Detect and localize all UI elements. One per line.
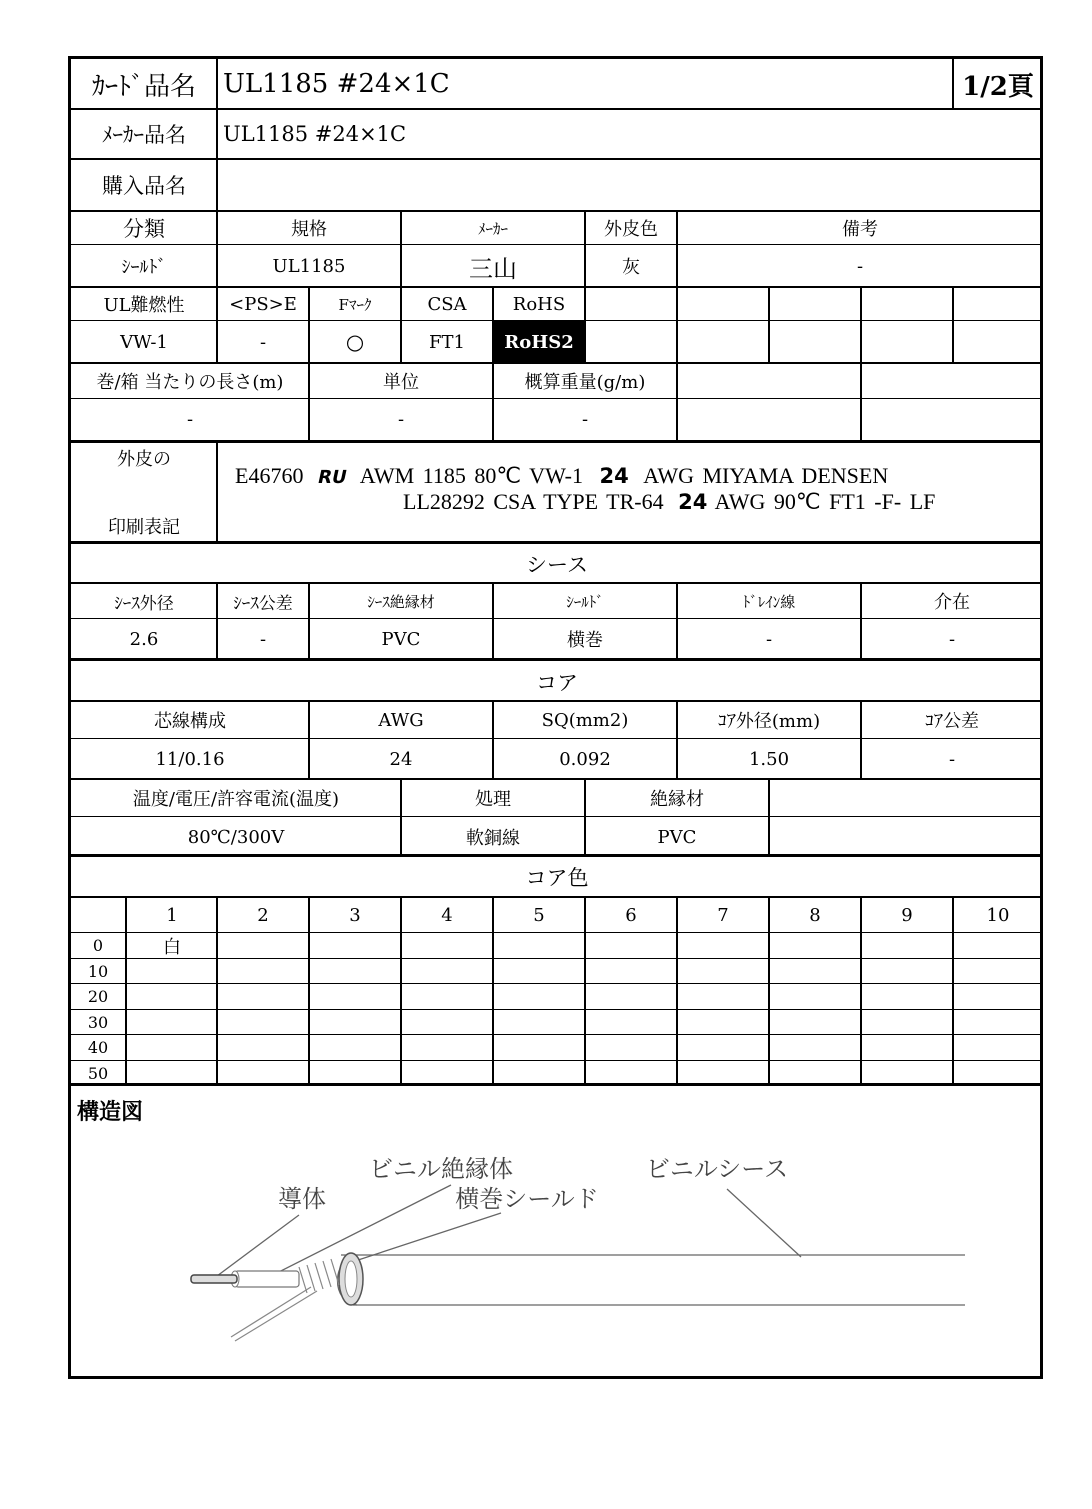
- cert-header-rohs: RoHS: [512, 293, 566, 315]
- core-color-row-label: 50: [87, 1063, 109, 1083]
- grid-line-v: [860, 583, 862, 659]
- grid-line-v: [492, 701, 494, 779]
- grid-line-v: [308, 287, 310, 363]
- grid-line-v: [584, 779, 586, 857]
- printing-line1-a: E46760: [235, 463, 304, 488]
- grid-line-v: [676, 287, 678, 363]
- purchase-name-label: 購入品名: [102, 174, 186, 198]
- grid-line-v: [584, 211, 586, 287]
- grid-line-v: [308, 583, 310, 659]
- spec-value-maker: 三山: [469, 254, 517, 283]
- core-color-col-header: 8: [809, 904, 821, 926]
- sheath-value-drain: -: [765, 628, 773, 650]
- core-header-strand: 芯線構成: [154, 711, 226, 732]
- maker-name-value: UL1185 #24×1C: [223, 122, 407, 146]
- core-value-insulation: PVC: [657, 826, 697, 848]
- core-header-tolerance: ｺｱ公差: [925, 711, 979, 732]
- sheath-value-insulation: PVC: [381, 628, 421, 650]
- core-color-col-header: 2: [257, 904, 269, 926]
- printing-label-top: 外皮の: [117, 449, 171, 470]
- packing-value-length: -: [186, 408, 194, 430]
- grid-line-v: [216, 211, 218, 287]
- sheath-value-od: 2.6: [129, 628, 159, 650]
- core-value-strand: 11/0.16: [155, 748, 225, 770]
- core-color-col-header: 3: [349, 904, 361, 926]
- core-value-rating: 80℃/300V: [187, 826, 285, 848]
- packing-value-unit: -: [397, 408, 405, 430]
- sheath-header-od: ｼｰｽ外径: [114, 593, 174, 614]
- core-value-treatment: 軟銅線: [466, 828, 520, 849]
- spec-header-jacket-color: 外皮色: [604, 219, 658, 240]
- spec-header-standard: 規格: [291, 219, 327, 240]
- grid-line-v: [400, 287, 402, 363]
- grid-line-v: [952, 59, 954, 109]
- printing-line2-a: LL28292 CSA TYPE TR-64: [403, 489, 664, 514]
- core-header-insulation: 絶縁材: [650, 789, 704, 810]
- core-color-row-label: 40: [87, 1037, 109, 1057]
- sheath-value-tolerance: -: [259, 628, 267, 650]
- grid-line-v: [676, 363, 678, 441]
- core-color-col-header: 7: [717, 904, 729, 926]
- cert-value-pse: -: [259, 331, 267, 353]
- core-color-title: コア色: [525, 866, 589, 890]
- sheath-header-filler: 介在: [934, 592, 970, 613]
- sheath-header-drain: ﾄﾞﾚｲﾝ線: [742, 592, 796, 611]
- spec-value-category: ｼｰﾙﾄﾞ: [121, 257, 167, 278]
- core-value-sq: 0.092: [559, 748, 611, 770]
- core-color-cell-0-1: 白: [163, 937, 181, 958]
- sheath-header-insulation: ｼｰｽ絶縁材: [367, 592, 435, 611]
- spec-value-standard: UL1185: [272, 255, 346, 277]
- sheath-value-shield: 横巻: [567, 630, 603, 651]
- spec-value-jacket-color: 灰: [622, 257, 640, 278]
- product-card-sheet: [68, 56, 1043, 1379]
- core-header-od: ｺｱ外径(mm): [717, 711, 821, 732]
- structure-title: 構造図: [77, 1099, 144, 1125]
- packing-header-weight: 概算重量(g/m): [524, 372, 646, 393]
- core-value-od: 1.50: [748, 748, 790, 770]
- grid-line-v: [584, 287, 586, 363]
- label-conductor: 導体: [278, 1184, 326, 1213]
- grid-line-h: [71, 816, 1043, 817]
- grid-line-v: [768, 287, 770, 363]
- label-shield: 横巻シールド: [455, 1184, 599, 1213]
- packing-header-length: 巻/箱 当たりの長さ(m): [96, 372, 284, 393]
- cert-value-ul-flame: VW-1: [120, 331, 168, 353]
- spec-header-remarks: 備考: [842, 219, 878, 240]
- grid-line-h: [71, 1083, 1043, 1086]
- grid-line-v: [952, 287, 954, 363]
- spec-header-maker: ﾒｰｶｰ: [477, 219, 508, 238]
- cert-value-rohs-badge: RoHS2: [493, 321, 585, 363]
- grid-line-v: [308, 701, 310, 779]
- packing-header-unit: 単位: [383, 372, 419, 393]
- ul-recognized-mark-icon: RU: [315, 467, 349, 488]
- core-color-row-label: 20: [87, 986, 109, 1006]
- grid-line-v: [676, 583, 678, 659]
- core-color-col-header: 4: [441, 904, 453, 926]
- core-header-awg: AWG: [378, 709, 424, 731]
- grid-line-v: [400, 211, 402, 287]
- grid-line-v: [768, 779, 770, 857]
- core-color-row-label: 30: [87, 1012, 109, 1032]
- cert-header-f-mark: Fﾏｰｸ: [338, 295, 372, 314]
- core-header-rating: 温度/電圧/許容電流(温度): [132, 789, 340, 810]
- label-insulation: ビニル絶縁体: [369, 1154, 513, 1183]
- grid-line-h: [71, 778, 1043, 780]
- core-value-awg: 24: [389, 748, 413, 770]
- core-header-sq: SQ(mm2): [541, 709, 629, 731]
- grid-line-v: [860, 701, 862, 779]
- grid-line-v: [216, 443, 218, 543]
- printing-line2-awg-bold: 24: [678, 490, 708, 514]
- grid-line-v: [860, 287, 862, 363]
- grid-line-v: [216, 59, 218, 211]
- grid-line-v: [492, 363, 494, 441]
- packing-value-weight: -: [581, 408, 589, 430]
- label-sheath: ビニルシース: [645, 1154, 789, 1183]
- grid-line-v: [676, 701, 678, 779]
- sheath-value-filler: -: [948, 628, 956, 650]
- core-value-tolerance: -: [948, 748, 956, 770]
- printing-line2-b: AWG 90℃ FT1 -F- LF: [714, 489, 936, 514]
- core-color-col-header: 5: [533, 904, 545, 926]
- spec-header-category: 分類: [123, 217, 165, 241]
- grid-line-h: [71, 700, 1043, 702]
- grid-line-v: [216, 287, 218, 363]
- sheath-section-title: シース: [526, 553, 588, 577]
- grid-line-v: [308, 363, 310, 441]
- cert-header-pse: <PS>E: [229, 293, 297, 315]
- maker-name-label: ﾒｰｶｰ品名: [102, 123, 186, 147]
- printing-line1-b: AWM 1185 80℃ VW-1: [359, 463, 583, 488]
- grid-line-v: [676, 211, 678, 287]
- core-color-row-label: 0: [92, 935, 104, 955]
- grid-line-v: [492, 583, 494, 659]
- core-color-col-header: 1: [166, 904, 178, 926]
- grid-line-v: [492, 287, 494, 363]
- printing-line1-c: AWG MIYAMA DENSEN: [643, 463, 889, 488]
- grid-line-h: [71, 854, 1043, 857]
- spec-value-remarks: -: [856, 255, 864, 277]
- cert-value-f-mark: ○: [345, 330, 365, 354]
- card-name-value: UL1185 #24×1C: [223, 69, 450, 99]
- page-number: 1/2頁: [962, 71, 1034, 102]
- printing-line1-awg-bold: 24: [599, 464, 629, 488]
- card-name-label: ｶｰﾄﾞ品名: [91, 71, 196, 102]
- core-color-col-header: 6: [625, 904, 637, 926]
- core-color-col-header: 9: [901, 904, 913, 926]
- core-color-row-label: 10: [87, 961, 109, 981]
- sheath-header-tolerance: ｼｰｽ公差: [233, 593, 293, 614]
- cert-value-csa: FT1: [429, 331, 465, 353]
- grid-line-v: [860, 363, 862, 441]
- core-color-col-header: 10: [986, 904, 1010, 926]
- printing-label-bottom: 印刷表記: [108, 517, 180, 538]
- core-section-title: コア: [536, 671, 578, 695]
- grid-line-h: [71, 541, 1043, 544]
- sheath-header-shield: ｼｰﾙﾄﾞ: [566, 592, 604, 611]
- cert-header-ul-flame: UL難燃性: [103, 295, 185, 316]
- grid-line-v: [216, 583, 218, 659]
- cert-header-csa: CSA: [427, 293, 467, 315]
- grid-line-h: [71, 738, 1043, 739]
- core-header-treatment: 処理: [475, 789, 511, 810]
- grid-line-h: [71, 398, 1043, 399]
- grid-line-v: [400, 779, 402, 857]
